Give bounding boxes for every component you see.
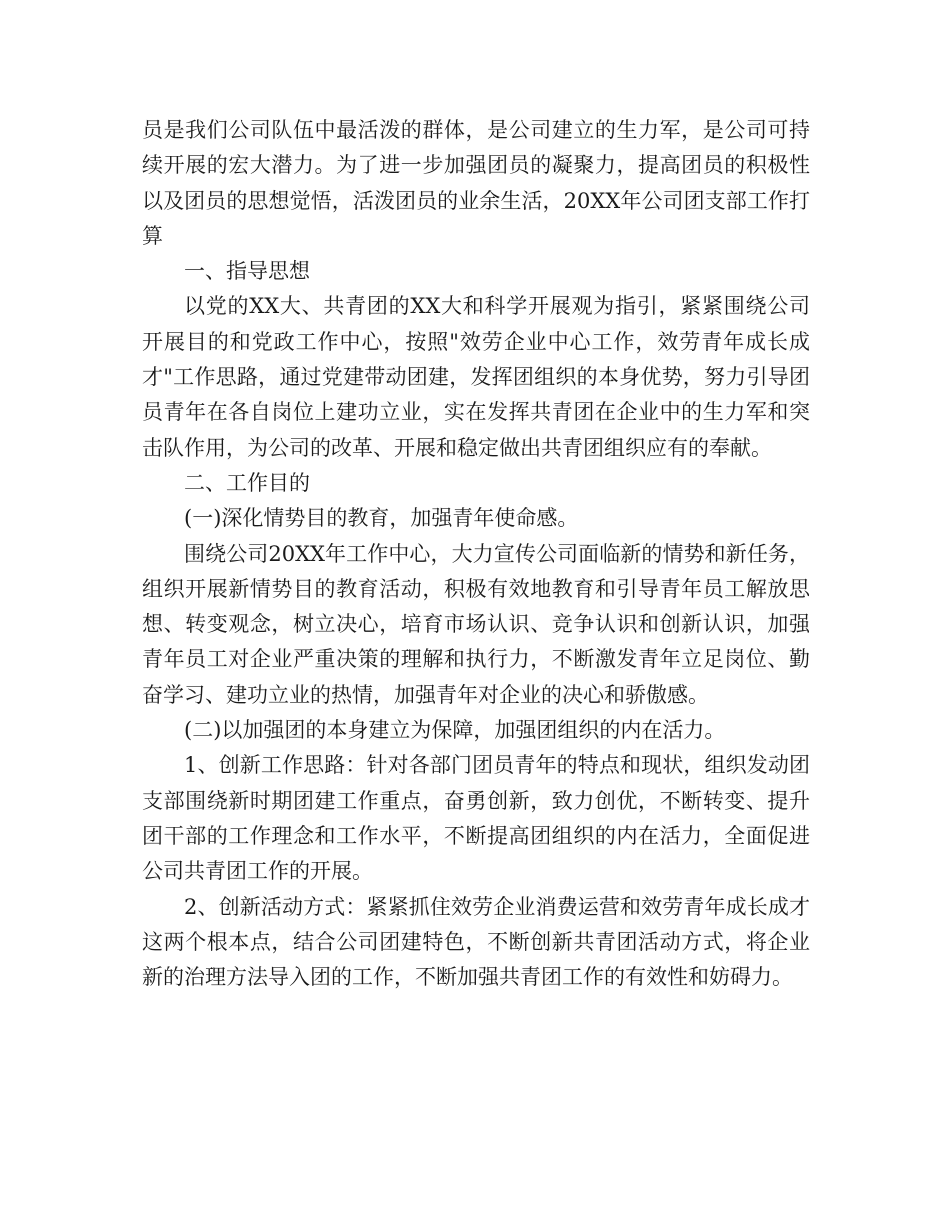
document-body (142, 113, 810, 995)
paragraph-innovate-activity-methods: 2、创新活动方式：紧紧抓住效劳企业消费运营和效劳青年成长成才这两个根本点，结合公司团建特色，不断创新共青团活动方式，将企业新的治理方法导入团的工作，不断加强共青团工作的有效性和妨碍力。 (142, 894, 810, 990)
paragraph-guiding-ideology: 以党的XX大、共青团的XX大和科学开展观为指引，紧紧围绕公司开展目的和党政工作中心，按照"效劳企业中心工作，效劳青年成长成才"工作思路，通过党建带动团建，发挥团组织的本身优势，努力引导团员青年在各自岗位上建功立业，实在发挥共青团在企业中的生力军和突击队作用，为公司的改革、开展和稳定做出共青团组织应有的奉献。 (142, 294, 810, 460)
section-heading-work-objectives: 二、工作目的 (184, 470, 310, 495)
subheading-situation-education: (一)深化情势目的教育，加强青年使命感。 (184, 506, 579, 531)
subheading-self-construction: (二)以加强团的本身建立为保障，加强团组织的内在活力。 (184, 718, 726, 743)
paragraph-situation-education: 围绕公司20XX年工作中心，大力宣传公司面临新的情势和新任务，组织开展新情势目的教育活动，积极有效地教育和引导青年员工解放思想、转变观念，树立决心，培育市场认识、竞争认识和创新认识，加强青年员工对企业严重决策的理解和执行力，不断激发青年立足岗位、勤奋学习、建功立业的热情，加强青年对企业的决心和骄傲感。 (142, 541, 810, 707)
section-heading-guiding-ideology: 一、指导思想 (184, 259, 310, 284)
paragraph-innovate-work-ideas: 1、创新工作思路：针对各部门团员青年的特点和现状，组织发动团支部围绕新时期团建工作重点，奋勇创新，致力创优，不断转变、提升团干部的工作理念和工作水平，不断提高团组织的内在活力，全面促进公司共青团工作的开展。 (142, 753, 810, 884)
paragraph-intro-continuation: 员是我们公司队伍中最活泼的群体，是公司建立的生力军，是公司可持续开展的宏大潜力。为了进一步加强团员的凝聚力，提高团员的积极性以及团员的思想觉悟，活泼团员的业余生活，20XX年公司团支部工作打算 (142, 118, 810, 248)
